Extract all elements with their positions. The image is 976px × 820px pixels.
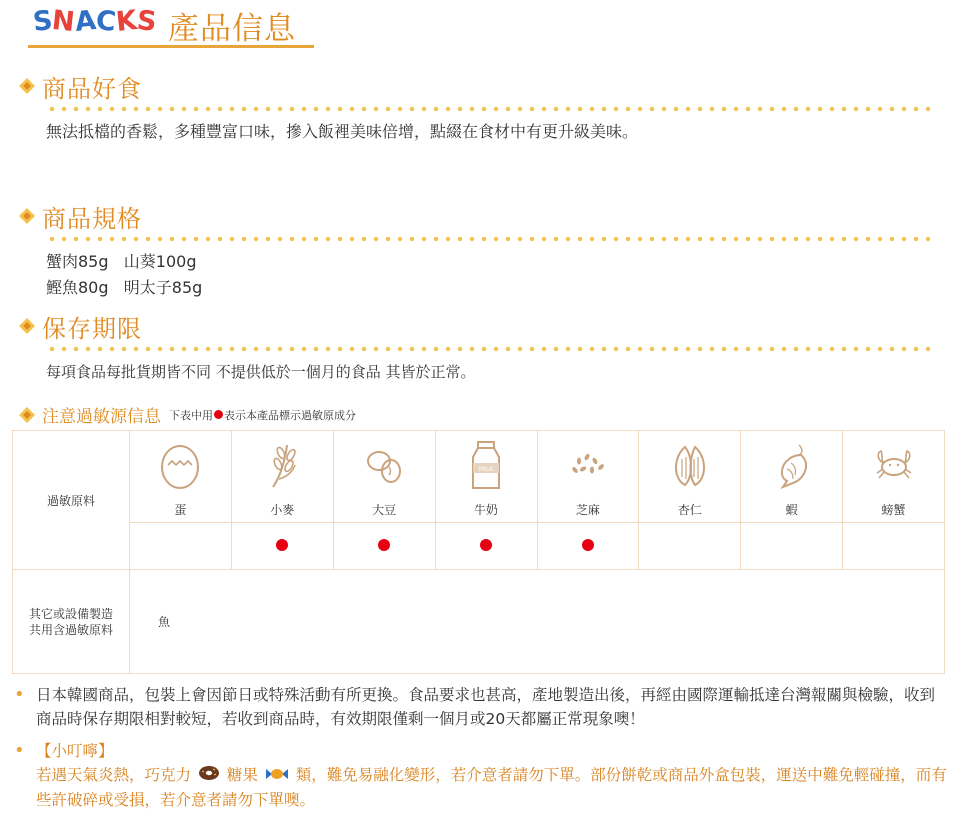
soybean-icon	[361, 439, 407, 491]
allergen-icon-row	[13, 431, 945, 523]
allergen-mark-cell	[231, 523, 333, 570]
candy-icon	[265, 764, 289, 788]
legend-prefix: 下表中用	[169, 408, 213, 422]
legend-suffix: 表示本產品標示過敏原成分	[224, 408, 356, 422]
logo-letter: N	[50, 4, 77, 39]
section-shelf-life	[18, 310, 930, 385]
chocolate-donut-icon	[198, 764, 220, 788]
snacks-logo	[33, 6, 156, 37]
other-allergen-value: 魚	[130, 570, 945, 674]
dotted-divider	[46, 345, 930, 353]
allergy-title: 注意過敏源信息	[42, 407, 161, 427]
allergen-mark-cell	[435, 523, 537, 570]
logo-letter: C	[94, 5, 118, 38]
allergen-row-label: 過敏原料	[13, 431, 130, 570]
allergen-cell-crab	[843, 431, 945, 523]
section-spec	[18, 200, 930, 301]
allergen-name: 杏仁	[677, 503, 702, 517]
tip-text-1: 若遇天氣炎熱，巧克力	[36, 766, 192, 784]
header	[28, 0, 314, 48]
logo-letter: S	[135, 5, 158, 38]
allergy-legend	[169, 407, 356, 423]
allergen-name: 蝦	[785, 503, 798, 517]
allergen-mark-cell	[741, 523, 843, 570]
allergen-name: 牛奶	[474, 503, 499, 517]
diamond-bullet-icon	[18, 317, 36, 335]
allergen-cell-shrimp	[741, 431, 843, 523]
other-allergen-label	[13, 570, 130, 674]
allergen-name: 芝麻	[575, 503, 600, 517]
other-label-line2: 共用含過敏原料	[28, 622, 113, 637]
allergen-name: 小麥	[270, 503, 295, 517]
allergen-cell-wheat	[231, 431, 333, 523]
allergen-cell-sesame	[537, 431, 639, 523]
diamond-bullet-icon	[18, 207, 36, 225]
logo-letter: S	[31, 5, 55, 38]
bullet-icon: •	[14, 740, 25, 761]
milk-icon	[463, 439, 509, 491]
spec-line-1: 蟹肉85g 山葵100g	[46, 252, 197, 271]
dotted-divider	[46, 235, 930, 243]
notes	[14, 683, 949, 820]
bullet-icon: •	[14, 684, 25, 705]
allergen-cell-milk	[435, 431, 537, 523]
section-title: 保存期限	[42, 314, 142, 343]
allergen-name: 螃蟹	[881, 503, 906, 517]
almond-icon	[667, 439, 713, 491]
allergen-present-dot-icon	[480, 539, 492, 551]
section-body: 無法抵檔的香鬆，多種豐富口味，摻入飯裡美味倍增，點綴在食材中有更升級美味。	[46, 122, 639, 141]
allergen-present-dot-icon	[582, 539, 594, 551]
other-allergen-row	[13, 570, 945, 674]
tip-title: 【小叮嚀】	[36, 742, 114, 760]
allergen-present-dot-icon	[276, 539, 288, 551]
allergen-mark-cell	[639, 523, 741, 570]
egg-icon	[157, 439, 203, 491]
sesame-icon	[565, 439, 611, 491]
red-dot-icon	[214, 410, 223, 419]
allergy-header	[18, 402, 356, 427]
other-label-line1: 其它或設備製造	[28, 606, 113, 621]
crab-icon	[871, 439, 917, 491]
logo-letter: A	[73, 4, 98, 39]
section-body: 每項食品每批貨期皆不同 不提供低於一個月的食品 其皆於正常。	[46, 363, 476, 381]
allergy-table	[12, 430, 945, 674]
allergen-present-dot-icon	[378, 539, 390, 551]
note-packaging	[14, 683, 949, 731]
note-tip	[14, 739, 949, 812]
allergen-cell-soybean	[333, 431, 435, 523]
note-text: 日本韓國商品，包裝上會因節日或特殊活動有所更換。食品要求也甚高，產地製造出後，再經由國際運輸抵達台灣報關與檢驗，收到商品時保存期限相對較短，若收到商品時，有效期限僅剩一個月或20天都屬正常現象噢！	[36, 686, 936, 728]
shrimp-icon	[769, 439, 815, 491]
dotted-divider	[46, 105, 930, 113]
allergen-mark-cell	[130, 523, 232, 570]
tip-text-2: 糖果	[226, 766, 258, 784]
allergen-mark-cell	[333, 523, 435, 570]
diamond-bullet-icon	[18, 77, 36, 95]
logo-letter: K	[114, 4, 139, 39]
wheat-icon	[259, 439, 305, 491]
allergen-name: 大豆	[372, 503, 397, 517]
section-good	[18, 70, 930, 145]
page-title: 產品信息	[168, 11, 296, 47]
section-title: 商品好食	[42, 74, 142, 103]
allergen-name: 蛋	[174, 503, 187, 517]
section-title: 商品規格	[42, 204, 142, 233]
diamond-bullet-icon	[18, 406, 36, 424]
allergen-mark-cell	[537, 523, 639, 570]
allergen-cell-egg	[130, 431, 232, 523]
allergen-mark-row	[13, 523, 945, 570]
allergen-cell-almond	[639, 431, 741, 523]
tip-text-3: 類，難免易融化變形，若介意者請勿下單。部份餅乾或商品外盒包裝，運送中難免輕碰撞，而有些許破碎或受損，若介意者請勿下單噢。	[36, 766, 947, 809]
svg-text:MILK: MILK	[478, 466, 494, 473]
spec-line-2: 鰹魚80g 明太子85g	[46, 278, 203, 297]
allergen-mark-cell	[843, 523, 945, 570]
